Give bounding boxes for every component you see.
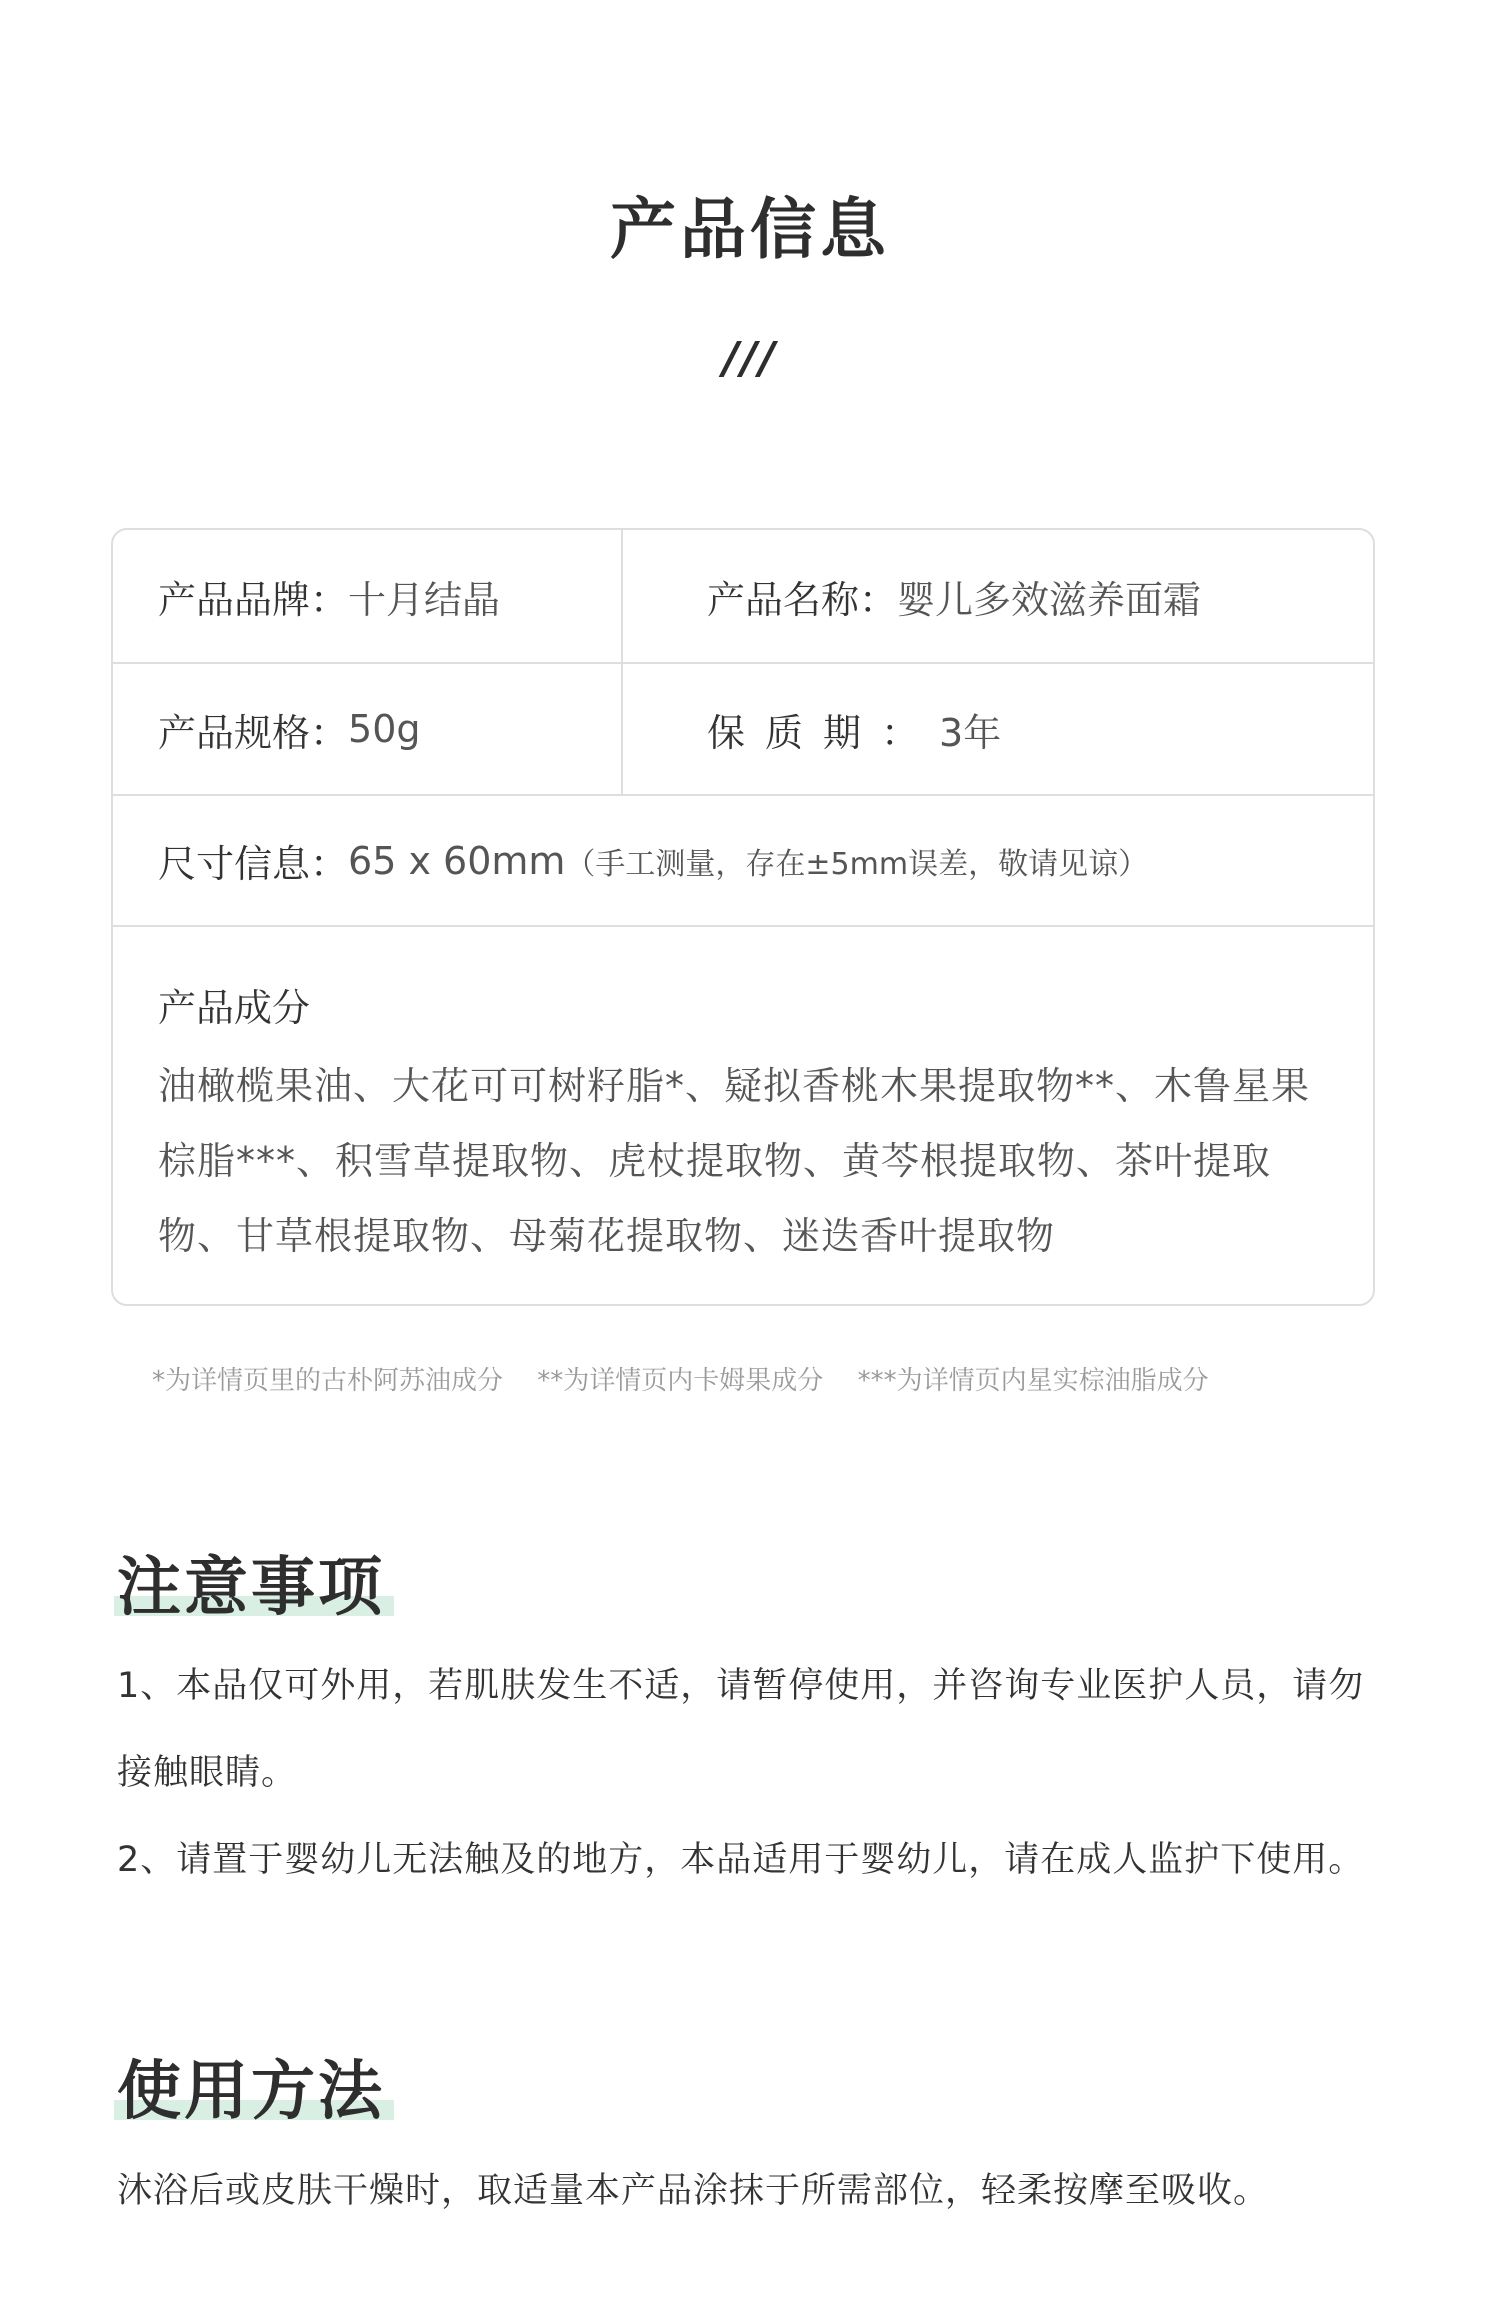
footnote-3: ***为详情页内星实棕油脂成分: [857, 1366, 1209, 1396]
shelf-life-cell: [707, 664, 1001, 794]
brand-value: 十月结晶: [348, 577, 501, 622]
info-row-spec-shelf: [113, 664, 1373, 796]
precautions-heading: 注意事项: [117, 1551, 385, 1625]
spec-label: 产品规格：: [158, 710, 349, 755]
product-info-table: [111, 528, 1375, 1306]
product-name-label: 产品名称：: [707, 577, 898, 622]
info-row-size: [113, 796, 1373, 927]
column-divider: [621, 530, 623, 662]
brand-label: 产品品牌：: [158, 577, 349, 622]
product-name-cell: [707, 530, 1201, 662]
shelf-life-value: 3年: [939, 710, 1002, 755]
usage-text: 沐浴后或皮肤干燥时，取适量本产品涂抹于所需部位，轻柔按摩至吸收。: [117, 2171, 1270, 2211]
ingredients-text: 油橄榄果油、大花可可树籽脂*、疑拟香桃木果提取物**、木鲁星果棕脂***、积雪草提取物、虎杖提取物、黄芩根提取物、茶叶提取物、甘草根提取物、母菊花提取物、迷迭香叶提取物: [158, 1064, 1311, 1258]
spec-value: 50g: [348, 707, 421, 751]
info-row-ingredients: [113, 927, 1373, 1304]
brand-cell: [158, 530, 500, 662]
product-name-value: 婴儿多效滋养面霜: [897, 577, 1202, 622]
size-note: （手工测量，存在±5mm误差，敬请见谅）: [565, 846, 1149, 882]
precaution-item-1: 1、本品仅可外用，若肌肤发生不适，请暂停使用，并咨询专业医护人员，请勿接触眼睛。: [117, 1666, 1365, 1793]
size-value: 65 x 60mm: [348, 838, 566, 883]
usage-heading: 使用方法: [117, 2055, 385, 2129]
footnote-2: **为详情页内卡姆果成分: [537, 1366, 824, 1396]
ingredients-title: 产品成分: [158, 986, 311, 1030]
column-divider: [621, 664, 623, 794]
size-cell: [158, 796, 1148, 925]
ingredient-footnotes: [152, 1360, 1235, 1397]
title-decoration-mark: ///: [722, 333, 778, 384]
info-row-brand-name: [113, 530, 1373, 664]
shelf-life-label: 保质期：: [707, 710, 940, 755]
size-label: 尺寸信息：: [158, 842, 349, 886]
footnote-1: *为详情页里的古朴阿苏油成分: [152, 1366, 504, 1396]
page-title: 产品信息: [610, 191, 890, 268]
spec-cell: [158, 664, 421, 794]
precaution-item-2: 2、请置于婴幼儿无法触及的地方，本品适用于婴幼儿，请在成人监护下使用。: [117, 1840, 1365, 1880]
